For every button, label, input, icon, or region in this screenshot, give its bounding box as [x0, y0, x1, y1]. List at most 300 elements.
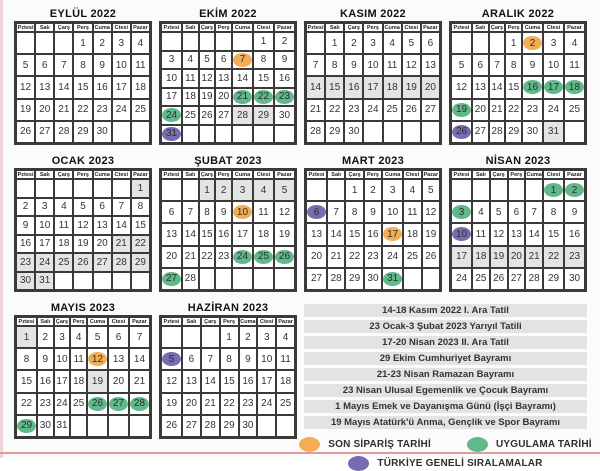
day-cell: 13: [35, 76, 54, 98]
day-cell: 3: [257, 326, 276, 348]
day-cell: 24: [382, 246, 403, 268]
weekday-header: Pztesi: [451, 170, 472, 179]
holiday-note: 21-23 Nisan Ramazan Bayramı: [304, 368, 587, 381]
day-cell: 18: [403, 223, 421, 245]
weekday-header: Pztesi: [17, 171, 34, 178]
day-cell: 15: [16, 370, 37, 392]
day-cell: [232, 125, 253, 144]
weekday-header: Pztesi: [161, 170, 182, 179]
highlighted-day: 27: [109, 397, 128, 411]
day-cell: 21: [327, 246, 345, 268]
day-cell: [199, 32, 216, 51]
day-cell: 24: [257, 393, 276, 415]
day-cell: 11: [70, 348, 87, 370]
weekday-header: Ctesi: [543, 170, 564, 179]
day-cell: 25: [182, 106, 199, 125]
day-cell: 8: [199, 201, 216, 223]
highlighted-day: 31: [162, 127, 181, 141]
day-cell: 7: [54, 54, 73, 76]
day-cell: [543, 76, 564, 98]
day-cell: 15: [345, 223, 363, 245]
day-cell: 5: [451, 54, 472, 76]
day-cell: 15: [73, 76, 92, 98]
day-cell: 25: [276, 393, 295, 415]
day-cell: 26: [161, 415, 182, 437]
day-cell: 15: [131, 216, 150, 235]
day-cell: 13: [161, 223, 182, 245]
day-cell: 20: [421, 76, 440, 98]
day-cell: 5: [402, 32, 421, 54]
highlighted-day: 10: [233, 205, 252, 219]
day-cell: [93, 179, 112, 198]
day-cell: 12: [274, 201, 295, 223]
day-cell: 11: [253, 201, 274, 223]
day-cell: [451, 32, 472, 54]
day-cell: 29: [131, 253, 150, 272]
day-cell: [161, 32, 182, 51]
weekday-header: Salı: [182, 317, 201, 326]
day-cell: [54, 179, 73, 198]
day-cell: 14: [112, 216, 131, 235]
day-cell: [161, 326, 182, 348]
highlighted-day: 22: [254, 90, 273, 104]
weekday-header: Pztesi: [16, 317, 37, 326]
day-cell: 9: [344, 54, 363, 76]
day-cell: 30: [274, 106, 295, 125]
month-title: EYLÜL 2022: [49, 8, 117, 20]
day-cell: 14: [182, 223, 199, 245]
month-title: HAZİRAN 2023: [187, 302, 269, 314]
weekday-header: Salı: [37, 317, 54, 326]
day-cell: 11: [383, 54, 402, 76]
day-cell: 26: [16, 121, 35, 143]
day-cell: 9: [93, 54, 112, 76]
day-cell: 30: [239, 415, 258, 437]
day-cell: [199, 125, 216, 144]
day-cell: [543, 179, 564, 201]
day-cell: 13: [93, 216, 112, 235]
highlighted-day: 21: [233, 90, 252, 104]
day-cell: [232, 51, 253, 70]
weekday-header: Çarş: [345, 170, 363, 179]
weekday-header: Cuma: [232, 170, 253, 179]
day-cell: 4: [403, 179, 421, 201]
day-cell: 8: [543, 201, 564, 223]
day-cell: 8: [253, 51, 274, 70]
day-cell: 13: [108, 348, 129, 370]
day-cell: 28: [525, 268, 543, 290]
day-cell: 7: [327, 201, 345, 223]
day-cell: [382, 268, 403, 290]
month-grid: [304, 168, 442, 292]
highlighted-day: 17: [383, 227, 402, 241]
day-cell: 13: [182, 370, 201, 392]
highlighted-day: 18: [565, 80, 584, 94]
day-cell: 28: [201, 415, 220, 437]
day-cell: [232, 201, 253, 223]
day-cell: 24: [543, 99, 564, 121]
day-cell: 14: [525, 223, 543, 245]
month-subat-2023: [159, 155, 297, 292]
day-cell: 4: [383, 32, 402, 54]
day-cell: 6: [215, 51, 232, 70]
highlighted-day: 25: [254, 250, 273, 264]
day-cell: 22: [199, 246, 216, 268]
day-cell: [35, 32, 54, 54]
day-cell: [161, 106, 182, 125]
day-cell: [451, 99, 472, 121]
day-cell: 16: [344, 76, 363, 98]
day-cell: 12: [73, 216, 92, 235]
day-cell: 12: [490, 223, 508, 245]
day-cell: 1: [345, 179, 363, 201]
weekday-header: Salı: [182, 23, 199, 32]
day-cell: 22: [505, 99, 522, 121]
day-cell: 1: [505, 32, 522, 54]
day-cell: [215, 268, 232, 290]
day-cell: 25: [472, 268, 490, 290]
weekday-header: Pazar: [564, 170, 585, 179]
month-grid: [14, 21, 152, 145]
day-cell: 17: [257, 370, 276, 392]
day-cell: 29: [220, 415, 239, 437]
day-cell: 20: [472, 99, 489, 121]
day-cell: [131, 272, 150, 291]
month-grid: [159, 21, 297, 145]
day-cell: 9: [37, 348, 54, 370]
day-cell: 3: [54, 326, 71, 348]
day-cell: 12: [16, 76, 35, 98]
day-cell: 14: [54, 76, 73, 98]
day-cell: 31: [54, 415, 71, 437]
day-cell: 23: [37, 393, 54, 415]
day-cell: 3: [112, 32, 131, 54]
day-cell: [131, 121, 150, 143]
weekday-header: Perş: [73, 170, 92, 179]
month-kasim-2022: [304, 8, 442, 145]
son-siparis-tarihi-dot-icon: [299, 437, 320, 452]
weekday-header: Cuma: [94, 171, 110, 178]
month-grid: [159, 168, 297, 292]
day-cell: [327, 179, 345, 201]
day-cell: 23: [16, 253, 35, 272]
month-eylul-2022: [14, 8, 152, 145]
day-cell: 17: [363, 76, 382, 98]
day-cell: 8: [16, 348, 37, 370]
page-bottom-edge: [0, 452, 600, 454]
day-cell: 31: [543, 121, 564, 143]
day-cell: [274, 268, 295, 290]
color-legend-row: [304, 456, 587, 471]
day-cell: [472, 179, 490, 201]
day-cell: 24: [363, 99, 382, 121]
day-cell: 4: [70, 326, 87, 348]
day-cell: 11: [182, 69, 199, 88]
day-cell: 5: [422, 179, 440, 201]
day-cell: 14: [327, 223, 345, 245]
day-cell: 26: [73, 253, 92, 272]
day-cell: [35, 179, 54, 198]
day-cell: [522, 32, 543, 54]
legend-item-turkiye-geneli-siralamalar: [348, 456, 542, 471]
day-cell: 10: [161, 69, 182, 88]
day-cell: 7: [306, 54, 325, 76]
highlighted-day: 28: [130, 397, 149, 411]
day-cell: [522, 76, 543, 98]
month-title: EKİM 2022: [199, 8, 257, 20]
day-cell: 27: [35, 121, 54, 143]
day-cell: 20: [306, 246, 327, 268]
day-cell: 3: [161, 51, 182, 70]
day-cell: 21: [489, 99, 506, 121]
weekday-header: Salı: [325, 23, 344, 32]
day-cell: 16: [564, 223, 585, 245]
day-cell: 11: [276, 348, 295, 370]
weekday-header: Salı: [35, 23, 54, 32]
day-cell: 2: [215, 179, 232, 201]
weekday-header: Çarş: [490, 170, 508, 179]
month-ekim-2022: [159, 8, 297, 145]
day-cell: 30: [522, 121, 543, 143]
month-aralik-2022: [449, 8, 587, 145]
month-title: OCAK 2023: [51, 155, 115, 167]
month-title: MART 2023: [342, 155, 404, 167]
day-cell: [306, 201, 327, 223]
day-cell: 2: [239, 326, 258, 348]
day-cell: 30: [37, 415, 54, 437]
month-mayis-2023: [14, 302, 152, 471]
day-cell: 7: [525, 201, 543, 223]
day-cell: [129, 393, 150, 415]
day-cell: 19: [402, 76, 421, 98]
day-cell: 17: [112, 76, 131, 98]
day-cell: 10: [112, 54, 131, 76]
day-cell: 12: [199, 69, 216, 88]
day-cell: 15: [220, 370, 239, 392]
weekday-header: Pazar: [274, 23, 295, 32]
holiday-note: 19 Mayıs Atatürk'ü Anma, Gençlik ve Spor Bayramı: [304, 416, 587, 429]
day-cell: 27: [182, 415, 201, 437]
day-cell: [73, 272, 92, 291]
highlighted-day: 19: [452, 103, 471, 117]
day-cell: 4: [472, 201, 490, 223]
weekday-header: Çarş: [54, 317, 71, 326]
day-cell: [422, 268, 440, 290]
day-cell: [232, 32, 253, 51]
day-cell: 3: [543, 32, 564, 54]
holiday-note: 29 Ekim Cumhuriyet Bayramı: [304, 352, 587, 365]
weekday-header: Pazar: [131, 23, 150, 32]
day-cell: 16: [37, 370, 54, 392]
day-cell: [274, 246, 295, 268]
day-cell: 23: [522, 99, 543, 121]
highlighted-day: 3: [452, 205, 471, 219]
day-cell: 14: [232, 69, 253, 88]
highlighted-day: 26: [88, 397, 107, 411]
day-cell: 22: [131, 235, 150, 254]
weekday-header: Ctesi: [108, 317, 129, 326]
day-cell: 16: [16, 235, 35, 254]
holiday-note: 1 Mayıs Emek ve Dayanışma Günü (İşçi Bayramı): [304, 400, 587, 413]
day-cell: 5: [274, 179, 295, 201]
weekday-header: Ctesi: [403, 170, 421, 179]
day-cell: 6: [472, 54, 489, 76]
weekday-header: Pazar: [276, 317, 295, 326]
day-cell: 11: [564, 54, 585, 76]
day-cell: 13: [508, 223, 526, 245]
day-cell: 25: [383, 99, 402, 121]
highlighted-day: 24: [162, 108, 181, 122]
weekday-header: Perş: [363, 23, 382, 32]
day-cell: 26: [402, 99, 421, 121]
weekday-header: Perş: [505, 23, 522, 32]
month-title: KASIM 2022: [340, 8, 406, 20]
day-cell: 8: [505, 54, 522, 76]
day-cell: 16: [93, 76, 112, 98]
day-cell: [201, 326, 220, 348]
weekday-header: Perş: [215, 170, 232, 179]
day-cell: 5: [73, 198, 92, 217]
day-cell: 18: [276, 370, 295, 392]
weekday-header: Ctesi: [402, 23, 421, 32]
day-cell: [451, 201, 472, 223]
day-cell: 22: [16, 393, 37, 415]
legend-block: [304, 302, 592, 471]
highlighted-day: 1: [544, 183, 563, 197]
day-cell: [421, 121, 440, 143]
day-cell: 25: [54, 253, 73, 272]
day-cell: 21: [129, 370, 150, 392]
day-cell: 23: [93, 99, 112, 121]
weekday-header: Çarş: [199, 23, 216, 32]
day-cell: 10: [257, 348, 276, 370]
weekday-header: Cuma: [94, 24, 110, 31]
day-cell: 2: [16, 198, 35, 217]
day-cell: 19: [161, 393, 182, 415]
legend-label: UYGULAMA TARİHİ: [495, 439, 592, 450]
legend-label: TÜRKİYE GENELİ SIRALAMALAR: [377, 458, 543, 469]
weekday-header: Ctesi: [253, 23, 274, 32]
day-cell: 27: [508, 268, 526, 290]
day-cell: 17: [35, 235, 54, 254]
weekday-header: Pztesi: [161, 317, 182, 326]
day-cell: 13: [421, 54, 440, 76]
weekday-header: Salı: [327, 170, 345, 179]
day-cell: 10: [35, 216, 54, 235]
weekday-header: Ctesi: [543, 23, 564, 32]
highlighted-day: 26: [452, 125, 471, 139]
day-cell: [253, 88, 274, 107]
month-nisan-2023: [449, 155, 587, 292]
day-cell: 11: [54, 216, 73, 235]
day-cell: 3: [35, 198, 54, 217]
day-cell: 29: [325, 121, 344, 143]
month-grid: [159, 315, 297, 439]
day-cell: 19: [87, 370, 108, 392]
day-cell: 3: [382, 179, 403, 201]
day-cell: 30: [93, 121, 112, 143]
day-cell: 29: [253, 106, 274, 125]
day-cell: 9: [274, 51, 295, 70]
day-cell: 13: [472, 76, 489, 98]
day-cell: 1: [220, 326, 239, 348]
day-cell: 18: [182, 88, 199, 107]
day-cell: 16: [274, 69, 295, 88]
day-cell: 30: [16, 272, 35, 291]
day-cell: [306, 179, 327, 201]
highlighted-day: 26: [275, 250, 294, 264]
day-cell: [232, 88, 253, 107]
day-cell: 1: [325, 32, 344, 54]
weekday-header: Perş: [215, 23, 232, 32]
day-cell: [112, 179, 131, 198]
day-cell: 9: [16, 216, 35, 235]
highlighted-day: 2: [523, 36, 542, 50]
day-cell: 14: [306, 76, 325, 98]
day-cell: [253, 268, 274, 290]
day-cell: 6: [93, 198, 112, 217]
color-legend-row: [304, 437, 592, 452]
weekday-header: Ctesi: [257, 317, 276, 326]
day-cell: [199, 268, 216, 290]
day-cell: 28: [306, 121, 325, 143]
weekday-header: Pazar: [564, 23, 585, 32]
day-cell: 17: [232, 223, 253, 245]
day-cell: 23: [215, 246, 232, 268]
day-cell: 8: [345, 201, 363, 223]
weekday-header: Pztesi: [451, 23, 472, 32]
day-cell: [306, 32, 325, 54]
day-cell: 14: [201, 370, 220, 392]
day-cell: 20: [215, 88, 232, 107]
day-cell: 9: [239, 348, 258, 370]
day-cell: 14: [489, 76, 506, 98]
day-cell: 17: [54, 370, 71, 392]
legend-item-son-siparis-tarihi: [299, 437, 431, 452]
day-cell: 6: [182, 348, 201, 370]
day-cell: [451, 121, 472, 143]
day-cell: 4: [564, 32, 585, 54]
weekday-header: Cuma: [382, 170, 403, 179]
month-title: ŞUBAT 2023: [194, 155, 262, 167]
day-cell: [564, 76, 585, 98]
day-cell: 7: [112, 198, 131, 217]
day-cell: 18: [253, 223, 274, 245]
day-cell: 12: [402, 54, 421, 76]
day-cell: 19: [274, 223, 295, 245]
day-cell: 9: [364, 201, 382, 223]
highlighted-day: 31: [383, 272, 402, 286]
day-cell: 11: [131, 54, 150, 76]
day-cell: [108, 415, 129, 437]
weekday-header: Pztesi: [306, 170, 327, 179]
month-ocak-2023: [14, 155, 152, 292]
day-cell: 2: [93, 32, 112, 54]
highlighted-day: 23: [275, 90, 294, 104]
day-cell: 22: [73, 99, 92, 121]
day-cell: 25: [564, 99, 585, 121]
day-cell: 18: [383, 76, 402, 98]
uygulama-tarihi-dot-icon: [467, 437, 488, 452]
weekday-header: Pazar: [274, 170, 295, 179]
day-cell: 24: [451, 268, 472, 290]
highlighted-day: 17: [544, 80, 563, 94]
day-cell: 29: [345, 268, 363, 290]
color-legend: [304, 437, 592, 471]
day-cell: 28: [112, 253, 131, 272]
day-cell: 8: [73, 54, 92, 76]
month-grid: [14, 315, 152, 439]
